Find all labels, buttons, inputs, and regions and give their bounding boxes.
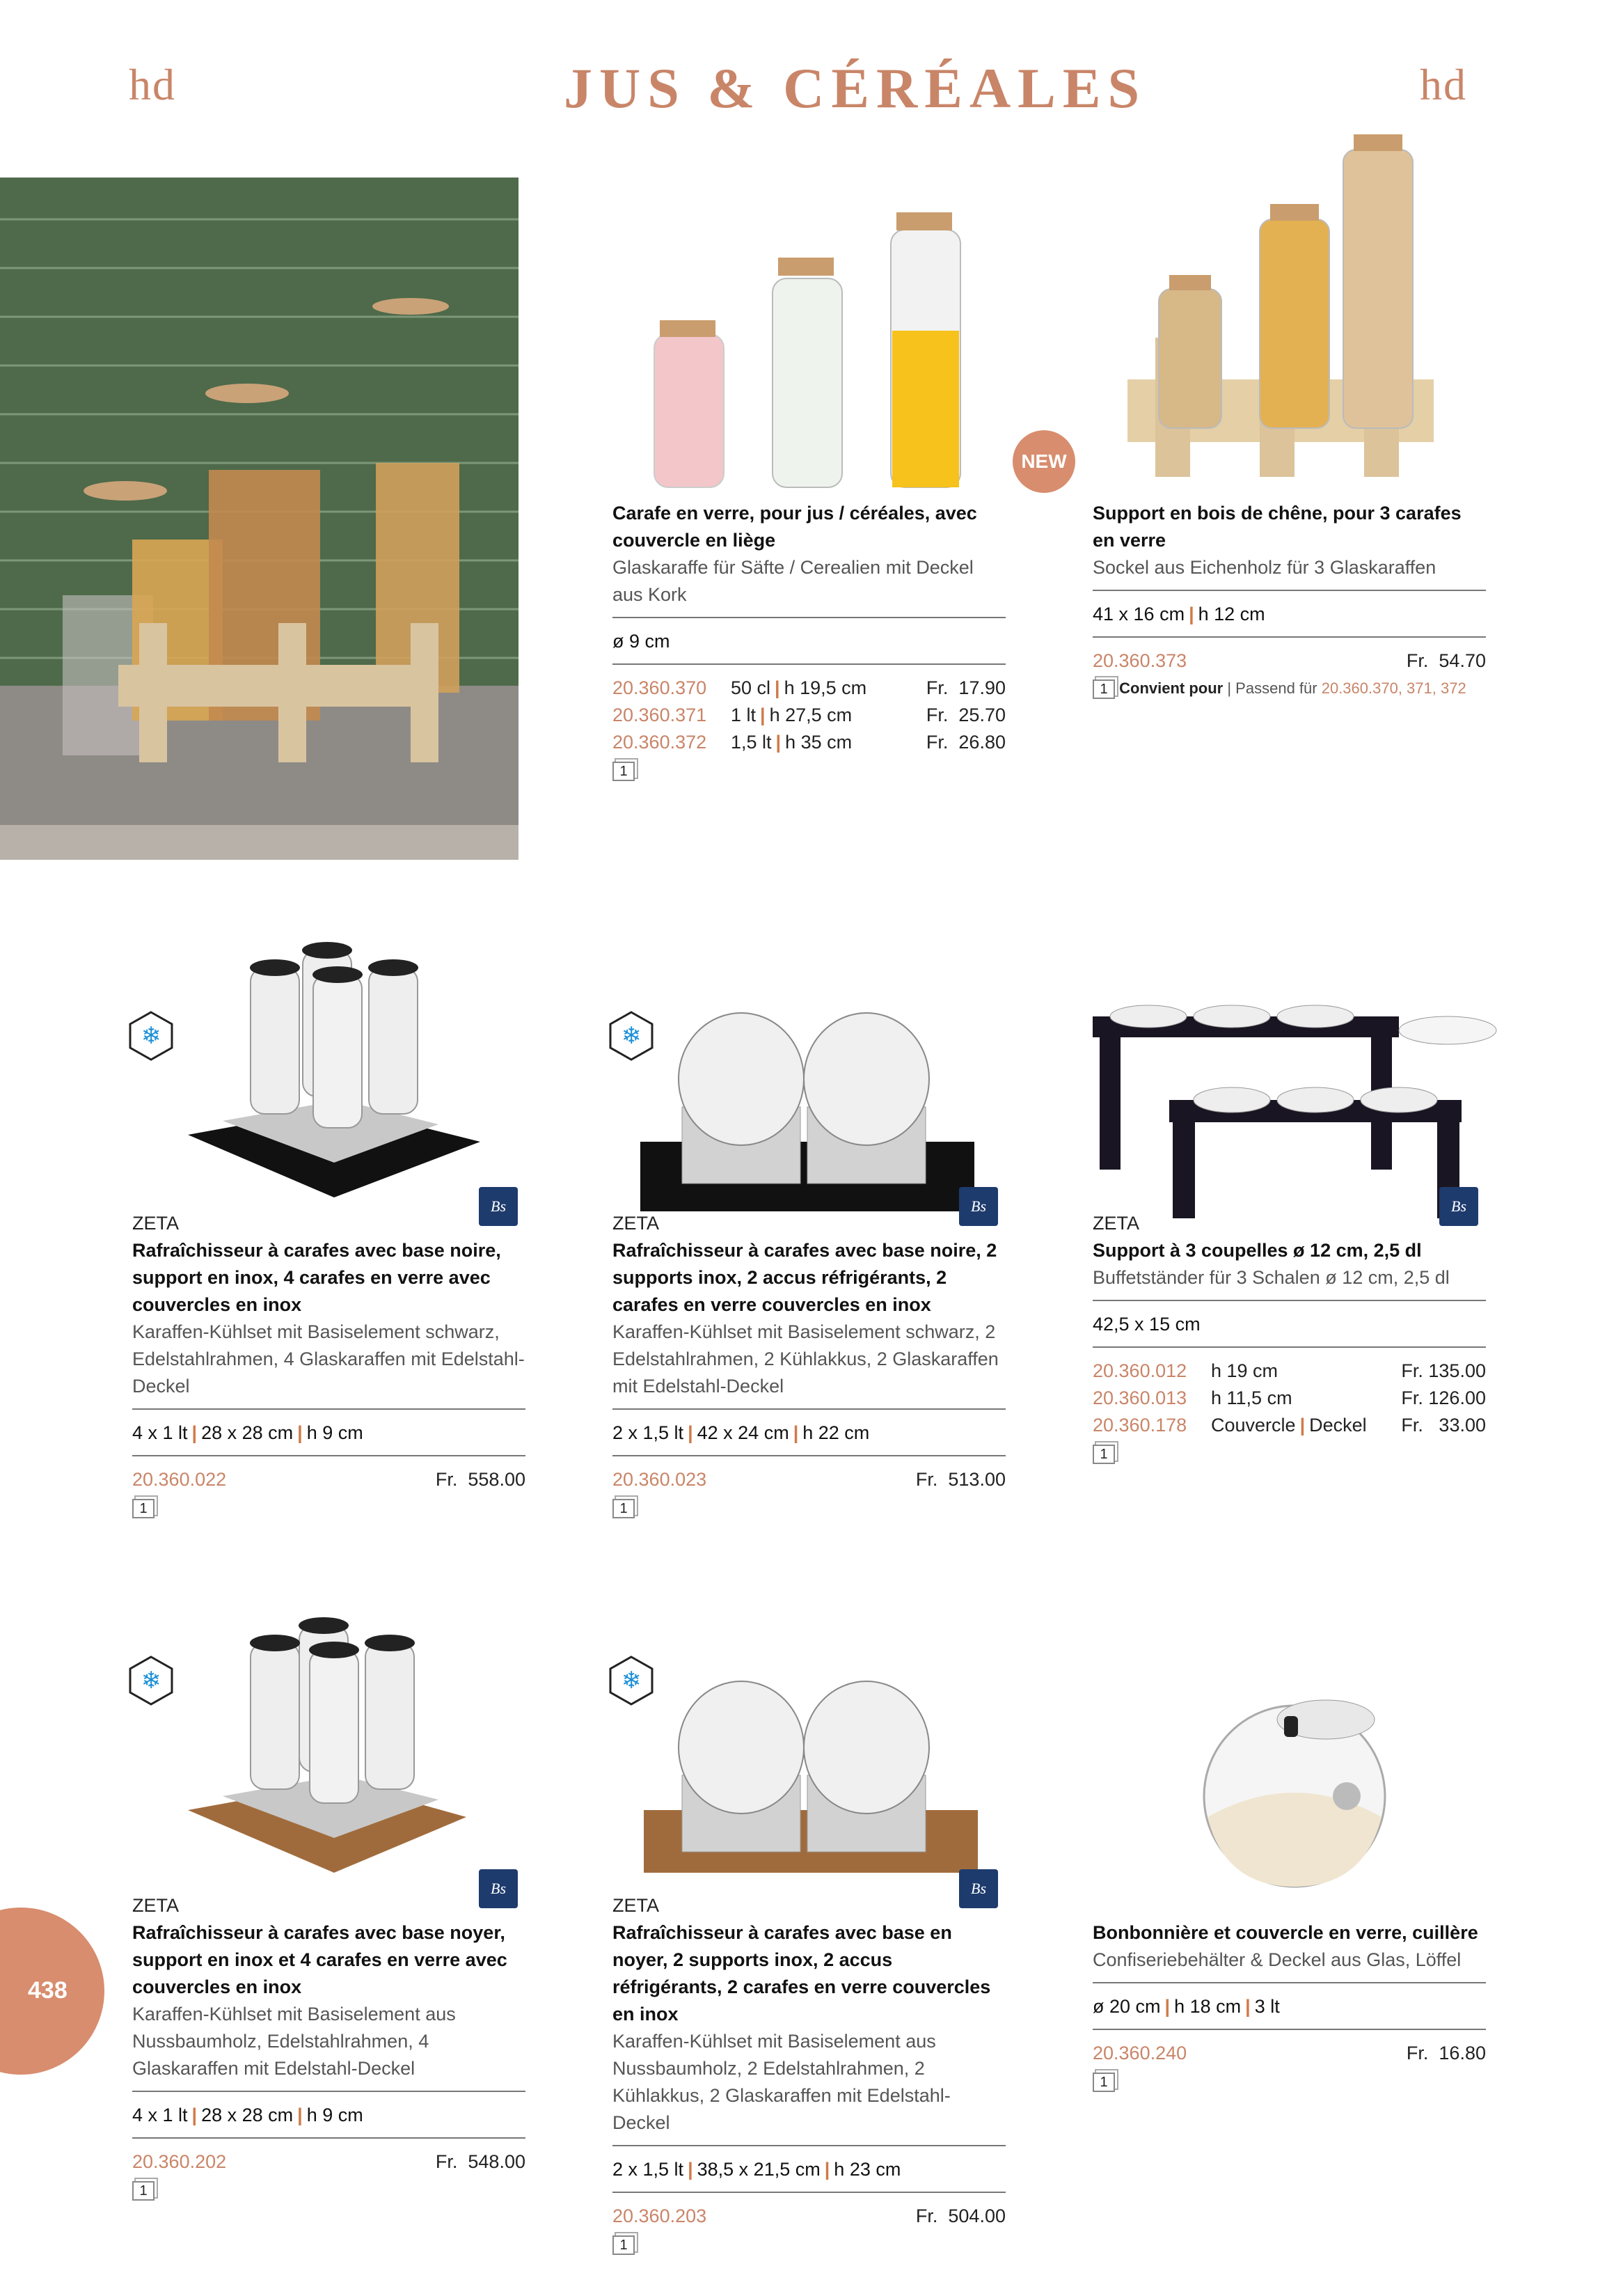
product-support-bois (1093, 500, 1486, 702)
svg-text:❄: ❄ (621, 1667, 642, 1695)
product-title: Rafraîchisseur à carafes avec base noire, support en inox, 4 carafes en verre avec couvercles en inox (132, 1240, 501, 1315)
bonbonniere-photo (1176, 1685, 1413, 1894)
price-row (1093, 1358, 1486, 1385)
price: Fr. 33.00 (1401, 1415, 1486, 1436)
separator: | (1189, 604, 1194, 624)
brand-name: ZETA (132, 1895, 179, 1916)
product-dimensions: 4 x 1 lt | 28 x 28 cm | h 9 cm (132, 1422, 363, 1443)
cooling-snowflake-icon (129, 1011, 173, 1061)
brand-logo-icon: Bs (959, 1869, 998, 1908)
product-title-de: Sockel aus Eichenholz für 3 Glaskaraffen (1093, 557, 1436, 578)
product-dimensions: ø 9 cm (612, 631, 670, 652)
support-bois-photo (1127, 129, 1455, 491)
brand-name: ZETA (1093, 1213, 1139, 1234)
article-code: 20.360.370 (612, 677, 707, 698)
variant-desc: h 11,5 cm (1211, 1387, 1292, 1408)
product-title: Support à 3 coupelles ø 12 cm, 2,5 dl (1093, 1240, 1422, 1261)
product-title: Rafraîchisseur à carafes avec base noyer, support en inox et 4 carafes en verre avec couvercles en inox (132, 1922, 507, 1997)
price: Fr. 25.70 (926, 705, 1006, 725)
product-title: Rafraîchisseur à carafes avec base en noyer, 2 supports inox, 2 accus réfrigérants, 2 carafes en verre couvercles en inox (612, 1922, 991, 2024)
cooling-snowflake-icon (609, 1011, 654, 1061)
price-row (612, 702, 1006, 729)
separator: | (1299, 1415, 1306, 1436)
logo-left: hd (129, 60, 176, 109)
price: Fr. 504.00 (915, 2205, 1006, 2226)
fits-label-de: | Passend für (1227, 679, 1317, 697)
article-code: 20.360.013 (1093, 1387, 1187, 1408)
price-row (612, 1466, 1006, 1493)
product-zeta-2-noire (612, 1210, 1006, 1520)
price-row (1093, 647, 1486, 675)
price: Fr. 558.00 (435, 1469, 525, 1490)
product-zeta-2-noyer (612, 1892, 1006, 2257)
divider (132, 1455, 525, 1456)
brand-name: ZETA (132, 1213, 179, 1234)
price-row (612, 729, 1006, 756)
price: Fr. 16.80 (1406, 2043, 1486, 2063)
product-title-de: Glaskaraffe für Säfte / Cerealien mit Deckel aus Kork (612, 557, 974, 605)
brand-name: ZETA (612, 1895, 659, 1916)
brand-logo-icon: Bs (479, 1187, 518, 1226)
price-row (1093, 2040, 1486, 2067)
brand-logo-icon: Bs (479, 1869, 518, 1908)
separator: | (775, 677, 780, 698)
separator: | (793, 1422, 799, 1443)
product-zeta-4-noire (132, 1210, 525, 1520)
separator: | (760, 705, 766, 725)
divider (612, 2145, 1006, 2146)
variant-desc: 1 lt | h 27,5 cm (731, 705, 853, 725)
separator: | (297, 1422, 303, 1443)
article-code: 20.360.373 (1093, 650, 1187, 671)
pack-quantity-icon: 1 (1093, 679, 1115, 699)
product-title-de: Karaffen-Kühlset mit Basiselement schwarz, 2 Edelstahlrahmen, 2 Kühlakkus, 2 Glaskaraffen mit Edelstahl-Deckel (612, 1321, 999, 1397)
price-row (612, 2203, 1006, 2230)
separator: | (1245, 1996, 1251, 2017)
divider (612, 1408, 1006, 1410)
divider (132, 2091, 525, 2092)
zeta-coupelles-photo (1058, 996, 1503, 1225)
separator: | (191, 2105, 198, 2125)
article-code: 20.360.022 (132, 1469, 227, 1490)
logo-right: hd (1420, 60, 1467, 109)
product-title-de: Confiseriebehälter & Deckel aus Glas, Löffel (1093, 1949, 1462, 1970)
fits-codes: 20.360.370, 371, 372 (1321, 679, 1466, 697)
product-dimensions: 2 x 1,5 lt | 42 x 24 cm | h 22 cm (612, 1422, 870, 1443)
price-row (1093, 1385, 1486, 1412)
product-carafe (612, 500, 1006, 783)
price-row (132, 2148, 525, 2176)
divider (612, 663, 1006, 665)
product-dimensions: ø 20 cm | h 18 cm | 3 lt (1093, 1996, 1280, 2017)
brand-name: ZETA (612, 1213, 659, 1234)
product-bonbonniere (1093, 1919, 1486, 2094)
price: Fr. 135.00 (1401, 1360, 1486, 1381)
product-title-de: Karaffen-Kühlset mit Basiselement aus Nussbaumholz, 2 Edelstahlrahmen, 2 Kühlakkus, 2 Glaskaraffen mit Edelstahl-Deckel (612, 2031, 951, 2133)
article-code: 20.360.023 (612, 1469, 707, 1490)
divider (612, 2192, 1006, 2193)
divider (612, 1455, 1006, 1456)
divider (612, 617, 1006, 618)
product-dimensions: 4 x 1 lt | 28 x 28 cm | h 9 cm (132, 2105, 363, 2125)
article-code: 20.360.203 (612, 2205, 707, 2226)
variant-desc: 50 cl | h 19,5 cm (731, 677, 867, 698)
product-title-de: Karaffen-Kühlset mit Basiselement schwarz, Edelstahlrahmen, 4 Glaskaraffen mit Edelstahl-Deckel (132, 1321, 525, 1397)
price: Fr. 54.70 (1406, 650, 1486, 671)
svg-text:❄: ❄ (141, 1667, 161, 1695)
product-title: Bonbonnière et couvercle en verre, cuillère (1093, 1922, 1478, 1943)
divider (1093, 590, 1486, 591)
article-code: 20.360.240 (1093, 2043, 1187, 2063)
product-title: Rafraîchisseur à carafes avec base noire, 2 supports inox, 2 accus réfrigérants, 2 carafes en verre couvercles en inox (612, 1240, 997, 1315)
price: Fr. 26.80 (926, 732, 1006, 753)
price: Fr. 548.00 (435, 2151, 525, 2172)
divider (1093, 636, 1486, 638)
zeta-4-noire-photo (132, 940, 515, 1225)
pack-quantity-icon: 1 (132, 1499, 155, 1518)
separator: | (775, 732, 782, 753)
product-dimensions: 41 x 16 cm | h 12 cm (1093, 604, 1265, 624)
article-code: 20.360.372 (612, 732, 707, 753)
divider (132, 1408, 525, 1410)
pack-quantity-icon: 1 (612, 762, 635, 781)
product-dimensions: 42,5 x 15 cm (1093, 1314, 1201, 1335)
zeta-4-noyer-photo (160, 1601, 494, 1894)
price: Fr. 17.90 (926, 677, 1006, 698)
page-number-badge (0, 1908, 104, 2075)
product-title: Carafe en verre, pour jus / céréales, avec couvercle en liège (612, 503, 977, 551)
compatibility-note (1093, 675, 1486, 702)
price: Fr. 513.00 (915, 1469, 1006, 1490)
pack-quantity-icon: 1 (1093, 1445, 1115, 1464)
divider (1093, 1346, 1486, 1348)
product-title-de: Karaffen-Kühlset mit Basiselement aus Nussbaumholz, Edelstahlrahmen, 4 Glaskaraffen mit Edelstahl-Deckel (132, 2004, 456, 2079)
pack-quantity-icon: 1 (132, 2181, 155, 2201)
svg-text:❄: ❄ (621, 1022, 642, 1050)
divider (1093, 1300, 1486, 1301)
price-row (1093, 1412, 1486, 1439)
separator: | (688, 2159, 693, 2180)
product-title-de: Buffetständer für 3 Schalen ø 12 cm, 2,5 dl (1093, 1267, 1450, 1288)
page-title: JUS & CÉRÉALES (564, 56, 1147, 120)
product-zeta-coupelles (1093, 1210, 1486, 1466)
pack-quantity-icon: 1 (612, 1499, 635, 1518)
variant-desc: Couvercle | Deckel (1211, 1415, 1367, 1436)
separator: | (191, 1422, 198, 1443)
article-code: 20.360.012 (1093, 1360, 1187, 1381)
brand-logo-icon: Bs (1439, 1187, 1478, 1226)
hero-photo (0, 178, 518, 860)
product-dimensions: 2 x 1,5 lt | 38,5 x 21,5 cm | h 23 cm (612, 2159, 901, 2180)
price-row (612, 675, 1006, 702)
page-number: 438 (28, 1977, 68, 2004)
separator: | (297, 2105, 303, 2125)
price: Fr. 126.00 (1401, 1387, 1486, 1408)
fits-label: Convient pour (1119, 679, 1224, 697)
svg-text:❄: ❄ (141, 1022, 161, 1050)
separator: | (1164, 1996, 1171, 2017)
carafe-photo (640, 202, 967, 494)
variant-desc: 1,5 lt | h 35 cm (731, 732, 853, 753)
article-code: 20.360.202 (132, 2151, 227, 2172)
article-code: 20.360.371 (612, 705, 707, 725)
product-title: Support en bois de chêne, pour 3 carafes en verre (1093, 503, 1462, 551)
price-row (132, 1466, 525, 1493)
cooling-snowflake-icon (129, 1656, 173, 1706)
separator: | (688, 1422, 693, 1443)
new-badge: NEW (1013, 430, 1075, 493)
divider (1093, 2029, 1486, 2030)
zeta-2-noyer-photo (633, 1671, 995, 1894)
brand-logo-icon: Bs (959, 1187, 998, 1226)
zeta-2-noire-photo (626, 1002, 988, 1225)
cooling-snowflake-icon (609, 1656, 654, 1706)
variant-desc: h 19 cm (1211, 1360, 1278, 1381)
product-zeta-4-noyer (132, 1892, 525, 2203)
divider (132, 2137, 525, 2139)
separator: | (824, 2159, 830, 2180)
pack-quantity-icon: 1 (1093, 2073, 1115, 2092)
pack-quantity-icon: 1 (612, 2235, 635, 2255)
divider (1093, 1982, 1486, 1983)
article-code: 20.360.178 (1093, 1415, 1187, 1436)
